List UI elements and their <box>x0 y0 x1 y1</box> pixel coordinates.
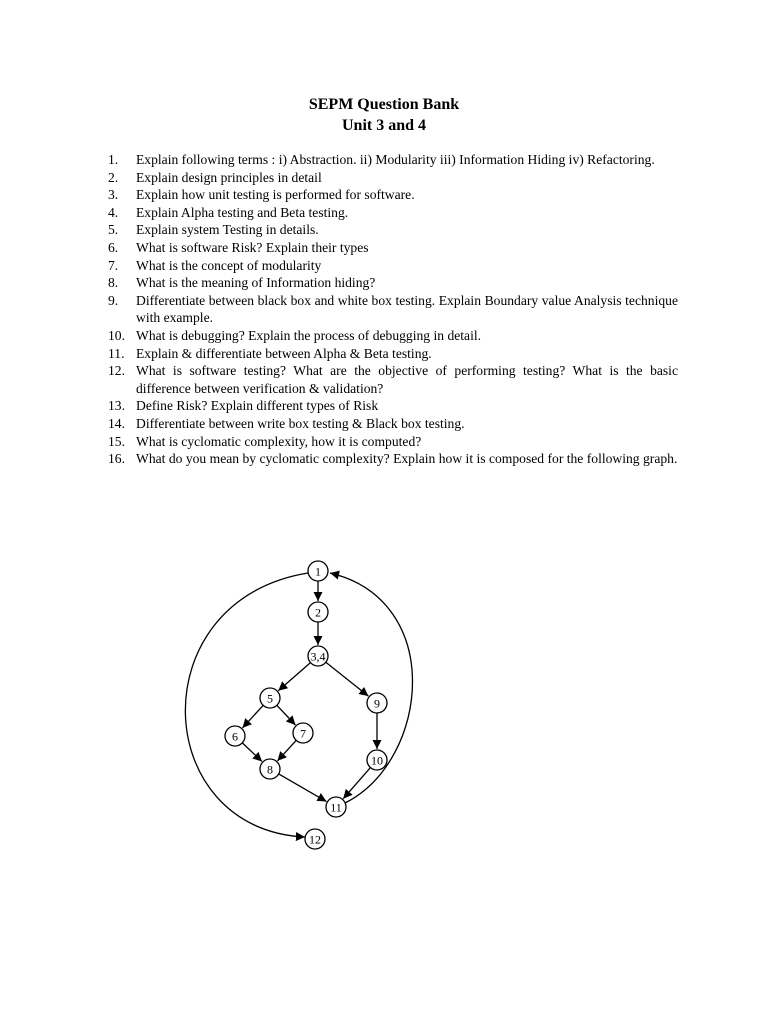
question-item <box>108 186 678 204</box>
question-item <box>108 239 678 257</box>
node-10 <box>367 750 387 770</box>
question-item <box>108 204 678 222</box>
node-label: 1 <box>315 564 321 579</box>
question-item <box>108 433 678 451</box>
node-label: 5 <box>267 691 273 706</box>
node-label: 3,4 <box>310 649 326 664</box>
node-label: 9 <box>374 696 380 711</box>
edge-3-4-to-5 <box>278 663 310 691</box>
node-7 <box>293 723 313 743</box>
question-item <box>108 345 678 363</box>
question-number: 5. <box>108 222 119 238</box>
edge-1-to-12 <box>185 573 308 837</box>
flow-graph-nodes <box>225 561 387 849</box>
question-number: 16. <box>108 451 125 467</box>
node-label: 10 <box>371 753 383 768</box>
flow-graph-svg <box>180 548 420 858</box>
question-number: 8. <box>108 275 119 291</box>
node-label: 8 <box>267 762 273 777</box>
node-11 <box>326 797 346 817</box>
question-item <box>108 169 678 187</box>
node-2 <box>308 602 328 622</box>
question-item <box>108 151 678 169</box>
node-3-4 <box>308 646 328 666</box>
question-number: 10. <box>108 327 125 343</box>
question-number: 6. <box>108 239 119 255</box>
question-number: 15. <box>108 433 125 449</box>
edge-10-to-11 <box>343 768 370 799</box>
edge-3-4-to-9 <box>326 662 369 696</box>
question-text: Explain design principles in detail <box>136 169 322 185</box>
question-text: What is the concept of modularity <box>136 257 322 273</box>
question-text: Explain system Testing in details. <box>136 222 319 238</box>
node-label: 6 <box>232 729 238 744</box>
node-label: 12 <box>309 832 321 847</box>
question-text: Explain how unit testing is performed for software. <box>136 187 415 203</box>
question-item <box>108 257 678 275</box>
edge-7-to-8 <box>277 740 296 761</box>
question-number: 1. <box>108 152 119 167</box>
question-number: 11. <box>108 345 125 361</box>
question-item <box>108 327 678 345</box>
node-5 <box>260 688 280 708</box>
question-text: What do you mean by cyclomatic complexity? Explain how it is composed for the following graph. <box>136 451 678 467</box>
question-text: What is software Risk? Explain their types <box>136 239 369 255</box>
node-label: 7 <box>300 726 306 741</box>
node-label: 11 <box>330 800 342 815</box>
question-text: Differentiate between write box testing & Black box testing. <box>136 415 465 431</box>
question-number: 12. <box>108 363 125 379</box>
edge-8-to-11 <box>279 774 327 802</box>
question-item <box>108 415 678 433</box>
document-title: SEPM Question Bank <box>308 96 460 113</box>
question-number: 13. <box>108 398 125 414</box>
question-text: Explain following terms : i) Abstraction. ii) Modularity iii) Information Hiding iv) Refactoring. <box>136 152 655 167</box>
question-item <box>108 362 678 397</box>
title-block <box>0 94 768 136</box>
question-text: Explain Alpha testing and Beta testing. <box>136 204 349 220</box>
node-label: 2 <box>315 605 321 620</box>
question-text: What is the meaning of Information hiding? <box>136 275 376 291</box>
question-number: 7. <box>108 257 119 273</box>
flow-graph <box>180 548 420 858</box>
question-text: Define Risk? Explain different types of Risk <box>136 398 379 414</box>
node-1 <box>308 561 328 581</box>
question-number: 3. <box>108 187 119 203</box>
edge-5-to-6 <box>242 705 263 728</box>
question-item <box>108 450 678 468</box>
question-number: 9. <box>108 292 119 308</box>
edge-6-to-8 <box>242 743 262 762</box>
question-text: What is software testing? What are the objective of performing testing? What is the basic difference between verification & validation? <box>136 363 678 396</box>
question-text: What is cyclomatic complexity, how it is computed? <box>136 433 422 449</box>
question-number: 2. <box>108 169 119 185</box>
question-text: Explain & differentiate between Alpha & Beta testing. <box>136 345 432 361</box>
question-text: What is debugging? Explain the process of debugging in detail. <box>136 327 482 343</box>
node-6 <box>225 726 245 746</box>
node-9 <box>367 693 387 713</box>
node-8 <box>260 759 280 779</box>
question-number: 4. <box>108 204 119 220</box>
edge-5-to-7 <box>277 705 296 725</box>
question-item <box>108 274 678 292</box>
node-12 <box>305 829 325 849</box>
question-item <box>108 221 678 239</box>
question-number: 14. <box>108 415 125 431</box>
question-text: Differentiate between black box and white box testing. Explain Boundary value Analysis technique with example. <box>136 292 678 326</box>
question-item <box>108 292 678 327</box>
question-item <box>108 397 678 415</box>
document-subtitle: Unit 3 and 4 <box>341 117 427 134</box>
question-list <box>108 151 678 468</box>
